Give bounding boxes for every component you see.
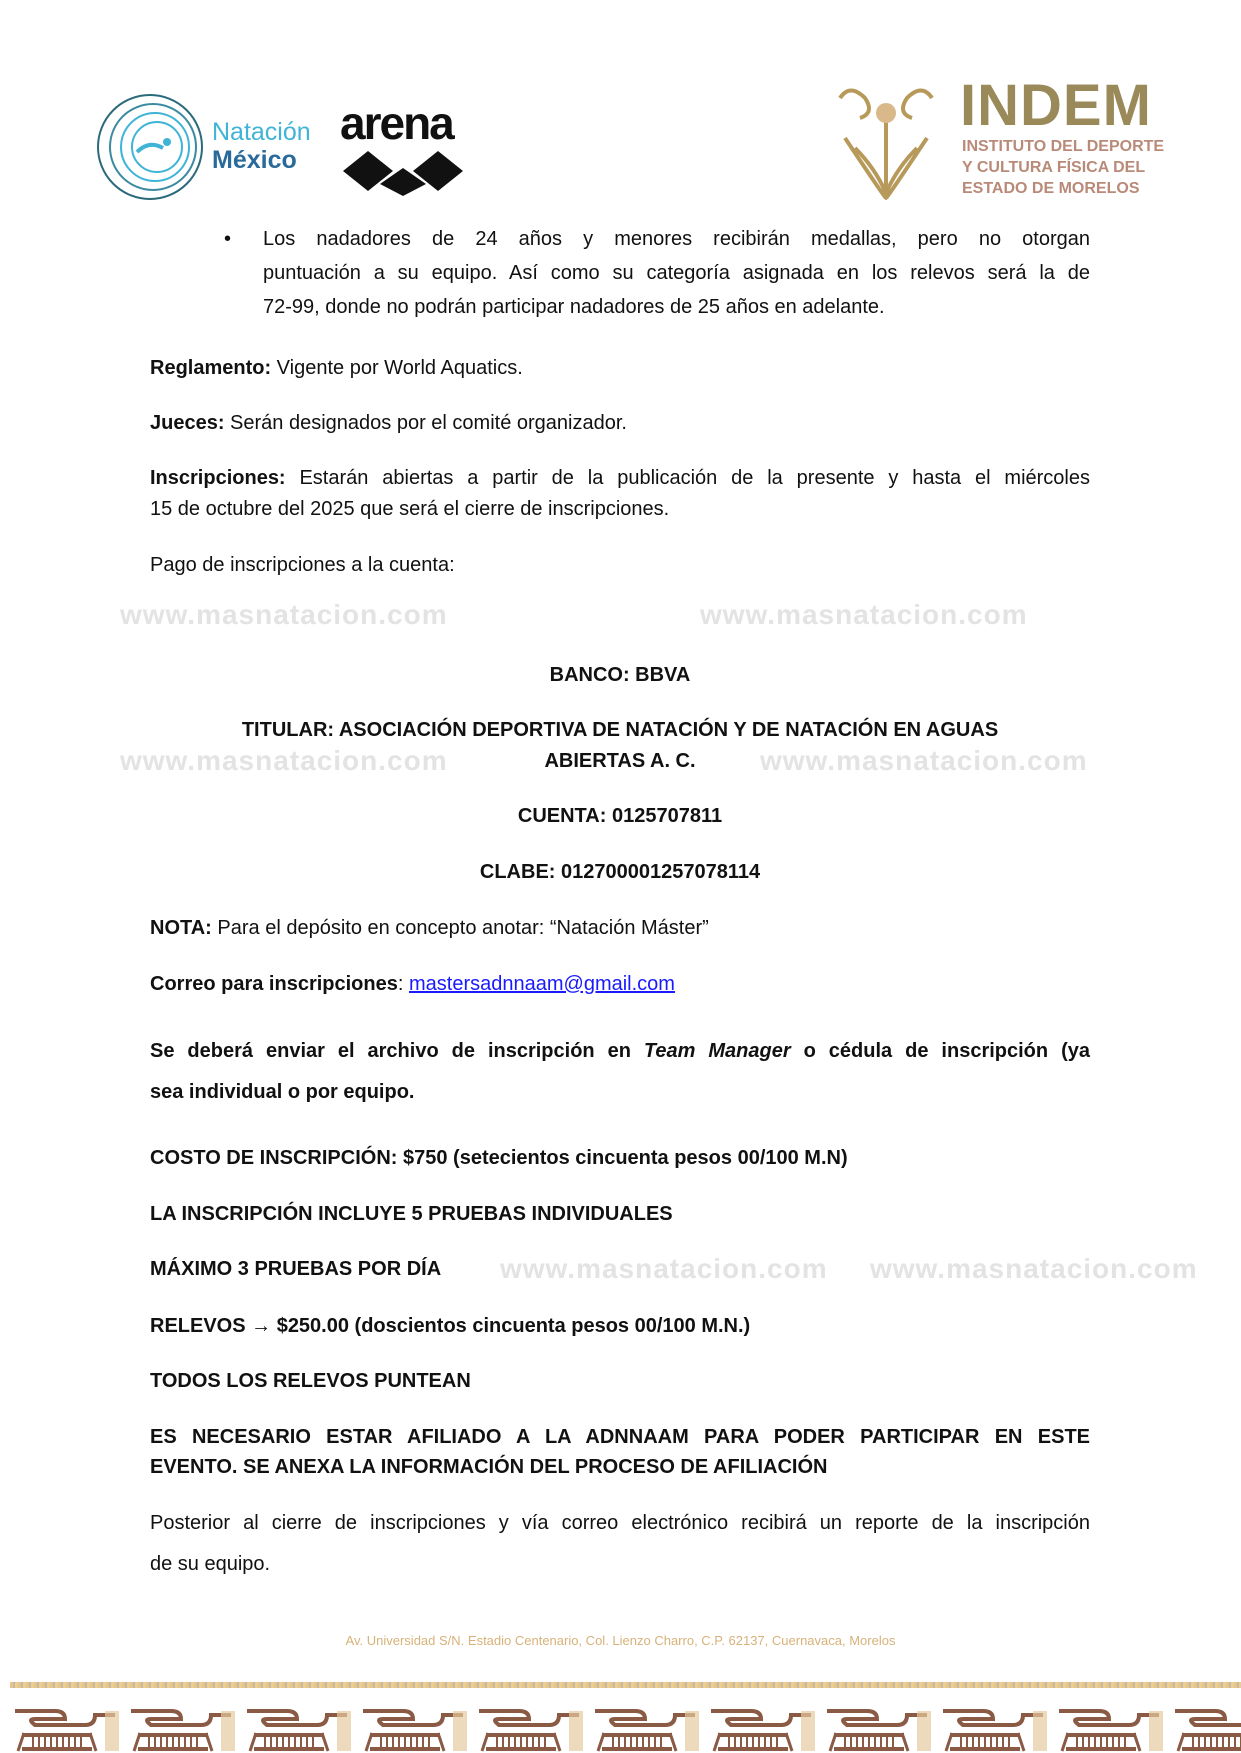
bullet-text: puntuación a su equipo. Así como su categoría asignada en los relevos será la de: [263, 262, 1090, 284]
pago-text: Pago de inscripciones a la cuenta:: [150, 554, 455, 576]
border-motif: [943, 1711, 1047, 1751]
footer-address: Av. Universidad S/N. Estadio Centenario, Col. Lienzo Charro, C.P. 62137, Cuernavaca, Morelos: [345, 1633, 896, 1648]
watermark: www.masnatacion.com: [700, 599, 1028, 630]
jueces-paragraph: [150, 411, 627, 435]
bank-clabe: CLABE: 012700001257078114: [479, 861, 761, 883]
reglamento-paragraph: [150, 356, 523, 380]
bullet-text: 72-99, donde no podrán participar nadadores de 25 años en adelante.: [263, 296, 885, 318]
bank-name: BANCO: BBVA: [549, 664, 691, 686]
text: Serán designados por el comité organizador.: [224, 412, 627, 434]
watermark: www.masnatacion.com: [120, 599, 448, 630]
watermark: www.masnatacion.com: [120, 745, 448, 776]
label: NOTA:: [150, 917, 212, 939]
border-motif: [247, 1711, 351, 1751]
text: Vigente por World Aquatics.: [271, 357, 523, 379]
bank-holder-cont: ABIERTAS A. C.: [544, 750, 696, 772]
bullet-icon: •: [224, 228, 232, 250]
border-motif: [131, 1711, 235, 1751]
afiliacion-text: EVENTO. SE ANEXA LA INFORMACIÓN DEL PROCESO DE AFILIACIÓN: [150, 1456, 828, 1478]
bank-holder: TITULAR: ASOCIACIÓN DEPORTIVA DE NATACIÓN Y DE NATACIÓN EN AGUAS: [241, 719, 999, 741]
costo-text: COSTO DE INSCRIPCIÓN: $750 (setecientos cincuenta pesos 00/100 M.N): [150, 1147, 848, 1169]
separator: :: [397, 973, 409, 995]
footer-stripe: [10, 1682, 1241, 1688]
bullet-text: Los nadadores de 24 años y menores recibirán medallas, pero no otorgan: [263, 228, 1090, 250]
email-link[interactable]: mastersadnnaam@gmail.com: [409, 973, 675, 995]
watermark: www.masnatacion.com: [760, 745, 1088, 776]
correo-paragraph: [150, 972, 675, 996]
team-manager-text: Team Manager: [643, 1040, 791, 1062]
bank-account: CUENTA: 0125707811: [517, 805, 723, 827]
text: Se deberá enviar el archivo de inscripción en: [150, 1040, 644, 1062]
text: o cédula de inscripción (ya: [790, 1040, 1090, 1062]
border-motif: [479, 1711, 583, 1751]
envio-paragraph: [150, 1039, 1090, 1063]
label: Jueces:: [150, 412, 225, 434]
indem-emblem-icon: [830, 78, 942, 202]
arena-diamonds-icon: [338, 146, 468, 196]
incluye-text: LA INSCRIPCIÓN INCLUYE 5 PRUEBAS INDIVIDUALES: [150, 1203, 673, 1225]
border-motif: [827, 1711, 931, 1751]
posterior-text: Posterior al cierre de inscripciones y vía correo electrónico recibirá un reporte de la inscripción: [150, 1512, 1090, 1534]
maximo-text: MÁXIMO 3 PRUEBAS POR DÍA: [150, 1258, 442, 1280]
inscripciones-paragraph: [150, 466, 1090, 490]
afiliacion-text: ES NECESARIO ESTAR AFILIADO A LA ADNNAAM PARA PODER PARTICIPAR EN ESTE: [150, 1426, 1090, 1448]
arena-wordmark: arena: [340, 97, 453, 149]
logo-text: México: [212, 146, 297, 174]
border-motif: [15, 1711, 119, 1751]
swimmer-rings-icon: [95, 92, 205, 202]
logo-text: Natación: [212, 118, 311, 146]
border-motif: [1059, 1711, 1163, 1751]
border-motif: [363, 1711, 467, 1751]
decorative-border-icon: [10, 1705, 1241, 1753]
indem-subtitle: ESTADO DE MORELOS: [962, 180, 1140, 197]
indem-subtitle: INSTITUTO DEL DEPORTE: [962, 138, 1165, 155]
indem-subtitle: Y CULTURA FÍSICA DEL: [962, 159, 1146, 176]
label: Inscripciones:: [150, 467, 286, 489]
posterior-text: de su equipo.: [150, 1553, 271, 1575]
text: Para el depósito en concepto anotar: “Natación Máster”: [211, 917, 709, 939]
relevos-text: RELEVOS → $250.00 (doscientos cincuenta pesos 00/100 M.N.): [150, 1315, 751, 1337]
label: Correo para inscripciones: [150, 973, 398, 995]
watermark: www.masnatacion.com: [500, 1253, 828, 1284]
watermark: www.masnatacion.com: [870, 1253, 1198, 1284]
inscripciones-line2: 15 de octubre del 2025 que será el cierre de inscripciones.: [150, 498, 670, 520]
indem-title: INDEM: [960, 73, 1152, 138]
nota-paragraph: [150, 916, 709, 940]
envio-line2: sea individual o por equipo.: [150, 1081, 415, 1103]
label: Reglamento:: [150, 357, 272, 379]
border-motif: [711, 1711, 815, 1751]
text: Estarán abiertas a partir de la publicación de la presente y hasta el miércoles: [285, 467, 1090, 489]
todos-text: TODOS LOS RELEVOS PUNTEAN: [150, 1370, 471, 1392]
border-motif: [1175, 1711, 1241, 1751]
border-motif: [595, 1711, 699, 1751]
